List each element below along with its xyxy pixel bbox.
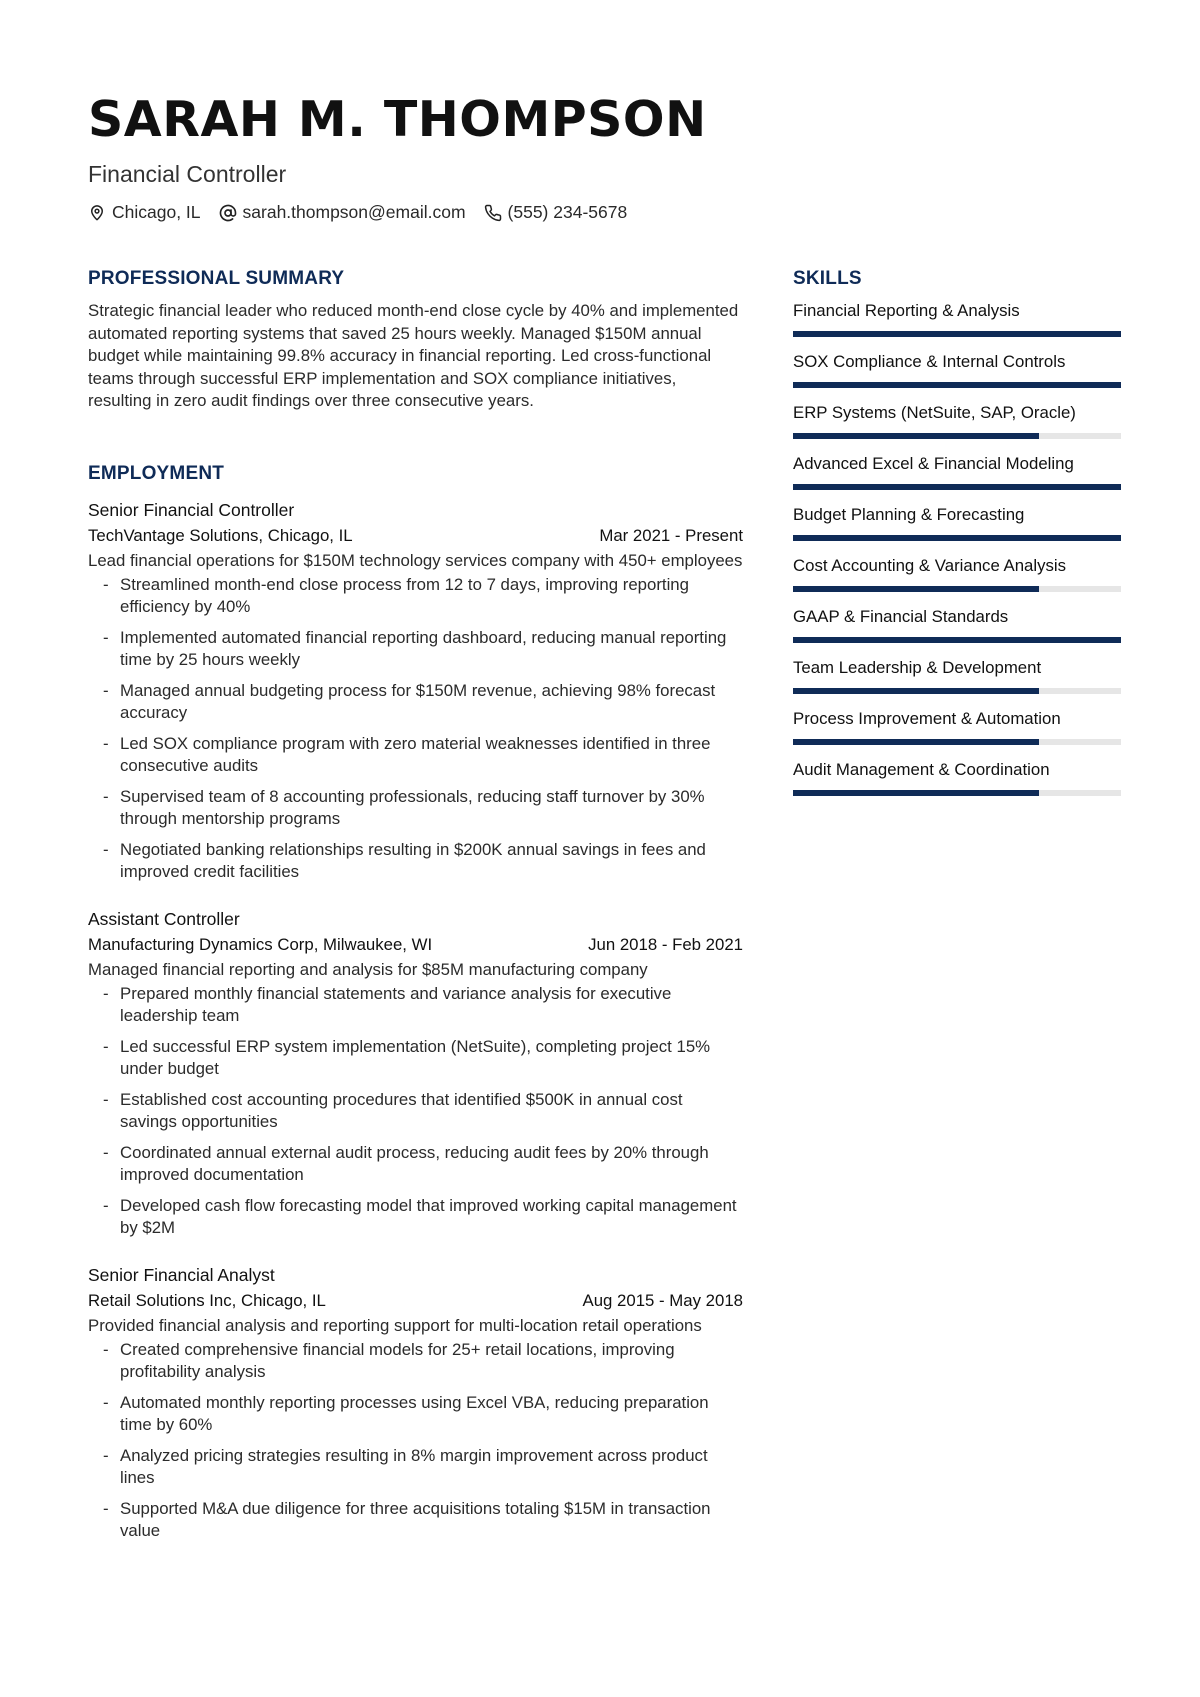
skill-label: Budget Planning & Forecasting (793, 505, 1025, 524)
contact-row (88, 202, 1112, 223)
bullet-text: Analyzed pricing strategies resulting in 8% margin improvement across product lines (120, 1445, 708, 1487)
employment-heading: EMPLOYMENT (88, 462, 225, 484)
job-dates: Aug 2015 - May 2018 (582, 1290, 743, 1310)
bullet-text: Automated monthly reporting processes using Excel VBA, reducing preparation time by 60% (120, 1392, 709, 1434)
skill-label: ERP Systems (NetSuite, SAP, Oracle) (793, 403, 1076, 422)
job-title: Senior Financial Analyst (88, 1264, 275, 1285)
skill-level-fill (793, 484, 1121, 490)
dash-marker: - (103, 574, 109, 594)
job-description: Managed financial reporting and analysis for $85M manufacturing company (88, 959, 648, 979)
location-pin-icon (88, 204, 106, 222)
job-bullet (88, 1339, 743, 1384)
job-bullets (88, 574, 743, 884)
job-description: Provided financial analysis and reporting support for multi-location retail operations (88, 1315, 702, 1335)
summary-section (88, 268, 743, 413)
skill-item (793, 300, 1123, 337)
skill-level-fill (793, 382, 1121, 388)
skill-level-fill (793, 535, 1121, 541)
job-bullet (88, 1392, 743, 1437)
summary-text: Strategic financial leader who reduced month-end close cycle by 40% and implemented automated reporting systems that saved 25 hours weekly. Managed $150M annual budget while maintaining 99.8% accuracy in financial reporting. Led cross-functional teams through successful ERP implementation and SOX compliance initiatives, resulting in zero audit findings over three consecutive years. (88, 301, 739, 410)
skills-section (793, 268, 1123, 796)
job-company: TechVantage Solutions, Chicago, IL (88, 525, 353, 545)
job-bullet (88, 1089, 743, 1134)
job-title: Senior Financial Controller (88, 499, 295, 520)
job-company: Manufacturing Dynamics Corp, Milwaukee, WI (88, 934, 433, 954)
job-bullet (88, 1036, 743, 1081)
at-sign-icon (219, 204, 237, 222)
job-description: Lead financial operations for $150M technology services company with 450+ employees (88, 550, 743, 570)
dash-marker: - (103, 1392, 109, 1412)
skill-level-track (793, 688, 1121, 694)
skill-level-track (793, 790, 1121, 796)
employment-section (88, 463, 743, 1543)
skills-list (793, 300, 1123, 796)
summary-heading: PROFESSIONAL SUMMARY (88, 268, 345, 289)
contact-email[interactable] (219, 202, 466, 223)
job-bullet (88, 680, 743, 725)
skill-level-track (793, 637, 1121, 643)
job-bullets (88, 983, 743, 1240)
dash-marker: - (103, 680, 109, 700)
skill-label: Financial Reporting & Analysis (793, 301, 1020, 320)
jobs-list (88, 499, 743, 1543)
contact-location (88, 202, 201, 223)
job-bullet (88, 983, 743, 1028)
skill-level-fill (793, 331, 1121, 337)
location-text: Chicago, IL (112, 202, 201, 222)
contact-phone[interactable] (484, 202, 628, 223)
dash-marker: - (103, 1195, 109, 1215)
skill-level-track (793, 484, 1121, 490)
job-entry (88, 499, 743, 884)
skill-level-fill (793, 790, 1039, 796)
job-dates: Jun 2018 - Feb 2021 (588, 934, 743, 954)
job-bullet (88, 733, 743, 778)
bullet-text: Supported M&A due diligence for three acquisitions totaling $15M in transaction value (120, 1498, 711, 1540)
bullet-text: Led successful ERP system implementation (NetSuite), completing project 15% under budget (120, 1036, 711, 1078)
bullet-text: Negotiated banking relationships resulting in $200K annual savings in fees and improved credit facilities (120, 839, 706, 881)
job-bullet (88, 786, 743, 831)
job-title: Assistant Controller (88, 908, 240, 929)
candidate-title: Financial Controller (88, 161, 287, 187)
skill-item (793, 657, 1123, 694)
skill-label: Audit Management & Coordination (793, 760, 1050, 779)
skill-level-track (793, 433, 1121, 439)
skill-item (793, 606, 1123, 643)
job-meta (88, 1290, 743, 1311)
dash-marker: - (103, 786, 109, 806)
skill-level-track (793, 535, 1121, 541)
dash-marker: - (103, 983, 109, 1003)
skill-level-fill (793, 637, 1121, 643)
skill-item (793, 453, 1123, 490)
job-entry (88, 908, 743, 1240)
skill-item (793, 351, 1123, 388)
phone-icon (484, 204, 502, 222)
job-bullet (88, 1142, 743, 1187)
skill-level-fill (793, 688, 1039, 694)
skill-label: SOX Compliance & Internal Controls (793, 352, 1066, 371)
dash-marker: - (103, 733, 109, 753)
skill-label: Process Improvement & Automation (793, 709, 1061, 728)
job-meta (88, 525, 743, 546)
bullet-text: Managed annual budgeting process for $150M revenue, achieving 98% forecast accuracy (120, 680, 716, 722)
job-entry (88, 1264, 743, 1543)
bullet-text: Supervised team of 8 accounting professionals, reducing staff turnover by 30% through mentorship programs (120, 786, 705, 828)
skill-item (793, 555, 1123, 592)
bullet-text: Streamlined month-end close process from 12 to 7 days, improving reporting efficiency by 40% (120, 574, 689, 616)
skill-level-track (793, 331, 1121, 337)
skill-level-track (793, 739, 1121, 745)
job-bullet (88, 839, 743, 884)
candidate-name: SARAH M. THOMPSON (88, 91, 707, 148)
skill-label: GAAP & Financial Standards (793, 607, 1009, 626)
job-dates: Mar 2021 - Present (599, 525, 743, 545)
skill-label: Team Leadership & Development (793, 658, 1042, 677)
job-company: Retail Solutions Inc, Chicago, IL (88, 1290, 326, 1310)
skill-item (793, 504, 1123, 541)
content-columns (88, 268, 1112, 1543)
bullet-text: Developed cash flow forecasting model that improved working capital management by $2M (120, 1195, 737, 1237)
dash-marker: - (103, 1036, 109, 1056)
dash-marker: - (103, 627, 109, 647)
bullet-text: Led SOX compliance program with zero material weaknesses identified in three consecutive audits (120, 733, 711, 775)
skills-heading: SKILLS (793, 268, 862, 289)
dash-marker: - (103, 1142, 109, 1162)
skill-level-fill (793, 433, 1039, 439)
job-bullets (88, 1339, 743, 1543)
dash-marker: - (103, 1498, 109, 1518)
dash-marker: - (103, 1339, 109, 1359)
bullet-text: Coordinated annual external audit process, reducing audit fees by 20% through improved documentation (120, 1142, 709, 1184)
bullet-text: Implemented automated financial reporting dashboard, reducing manual reporting time by 25 hours weekly (120, 627, 727, 669)
skill-level-track (793, 382, 1121, 388)
skill-item (793, 402, 1123, 439)
dash-marker: - (103, 1445, 109, 1465)
main-column (88, 268, 743, 1543)
skill-level-fill (793, 739, 1039, 745)
skill-item (793, 759, 1123, 796)
job-bullet (88, 574, 743, 619)
skill-level-track (793, 586, 1121, 592)
job-bullet (88, 1195, 743, 1240)
job-meta (88, 934, 743, 955)
dash-marker: - (103, 1089, 109, 1109)
email-text[interactable]: sarah.thompson@email.com (242, 202, 466, 222)
bullet-text: Prepared monthly financial statements and variance analysis for executive leadership team (120, 983, 672, 1025)
skill-item (793, 708, 1123, 745)
dash-marker: - (103, 839, 109, 859)
skill-label: Advanced Excel & Financial Modeling (793, 454, 1074, 473)
job-bullet (88, 1445, 743, 1490)
job-bullet (88, 1498, 743, 1543)
skill-level-fill (793, 586, 1039, 592)
bullet-text: Established cost accounting procedures that identified $500K in annual cost savings opportunities (120, 1089, 683, 1131)
skill-label: Cost Accounting & Variance Analysis (793, 556, 1066, 575)
job-bullet (88, 627, 743, 672)
phone-text[interactable]: (555) 234-5678 (507, 202, 628, 222)
bullet-text: Created comprehensive financial models for 25+ retail locations, improving profitability analysis (120, 1339, 675, 1381)
